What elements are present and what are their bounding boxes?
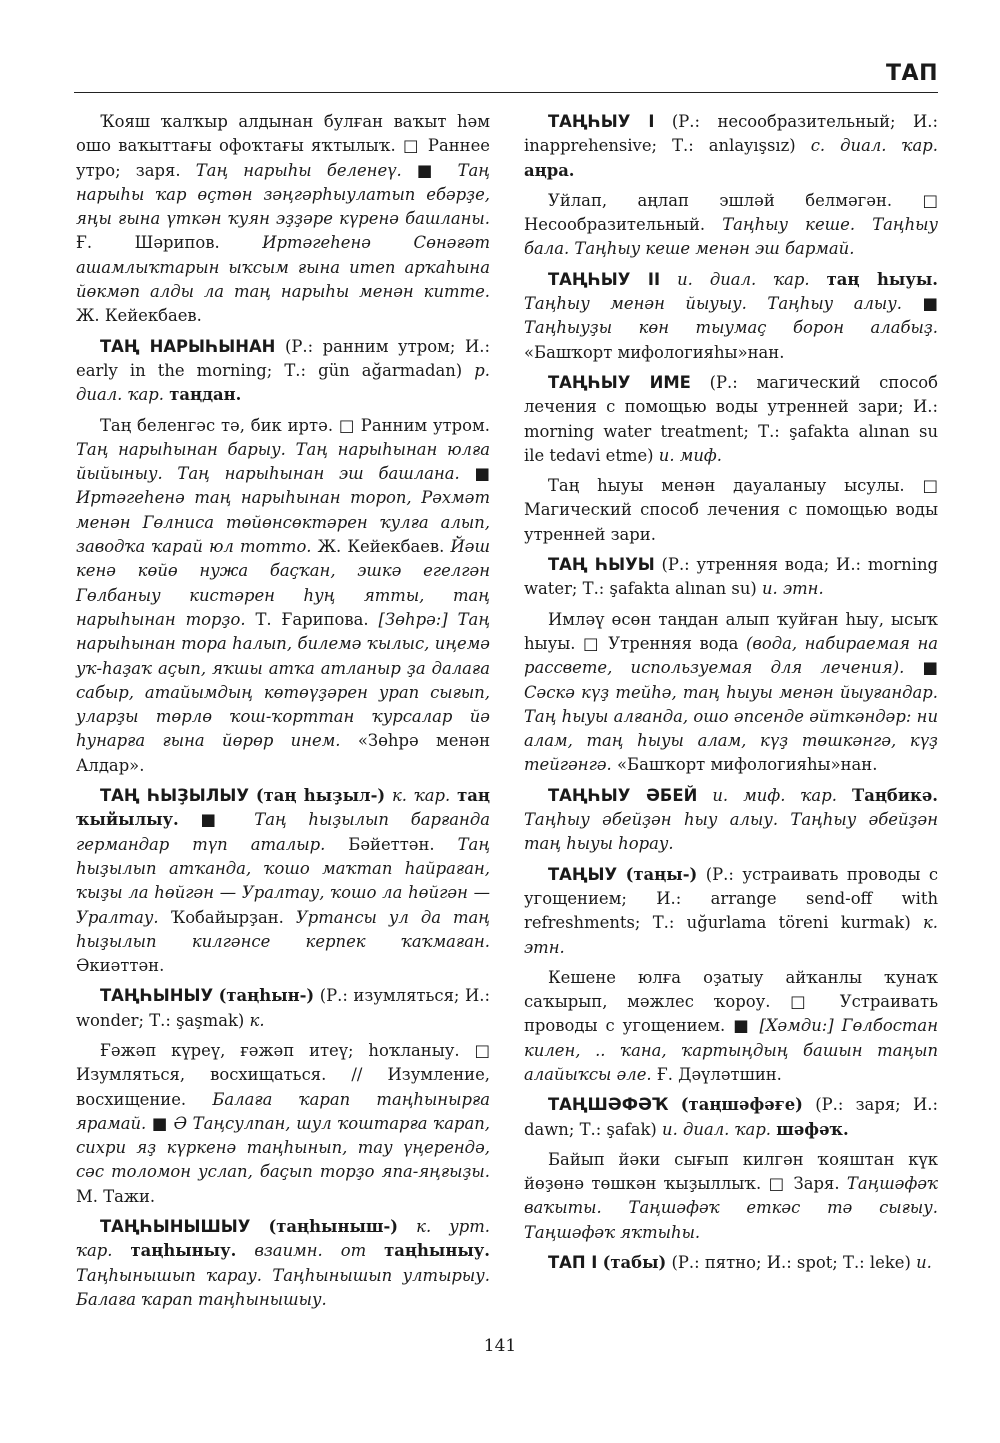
italic-text: к. bbox=[249, 1010, 265, 1030]
bold-reference: (таңһыныш-) bbox=[268, 1217, 399, 1237]
body-text bbox=[810, 270, 827, 289]
body-text: ■ bbox=[178, 810, 255, 830]
body-text: Байып йәки сығып килгән ҡояштан күк йөҙөнә төшкән ҡыҙыллыҡ. □ Заря. bbox=[524, 1149, 938, 1194]
italic-text: и. миф. ҡар. bbox=[712, 785, 837, 805]
italic-text: Таңһынышып ҡарау. Таңһынышып ултырыу. Балаға ҡарап таңһынышыу. bbox=[76, 1265, 490, 1309]
italic-text: (вода, набираемая на рассвете, используемая для лечения). bbox=[524, 633, 939, 678]
body-text: (Р.: устраивать проводы с угощением; И.: arrange send-off with refreshments; Т.: uğurlama töreni kurmak) bbox=[524, 864, 939, 933]
entry-headword: ТАҢҺЫУ II bbox=[548, 269, 661, 289]
italic-text: Иртәгеһенә таң нарыһынан тороп, Рәхмәт менән Гөлниса төйөнсөктәрен ҡулға алып, заводҡа ҡарай юл тотто. bbox=[76, 488, 490, 557]
body-text: Имләү өсөн таңдан алып ҡуйған һыу, ысыҡ һыуы. □ Утренняя вода bbox=[524, 609, 938, 653]
italic-text: и. диал. ҡар. bbox=[677, 269, 810, 289]
running-header bbox=[74, 52, 938, 93]
italic-text: Таңшәфәҡ ваҡыты. Таңшәфәҡ еткәс тә сығыу. Таңшәфәҡ яҡтыһы. bbox=[524, 1174, 938, 1242]
italic-text: Таңһыу менән йыуыу. Таңһыу алыу. bbox=[524, 294, 902, 314]
dictionary-paragraph bbox=[524, 553, 938, 602]
bold-reference: (таңы-) bbox=[625, 864, 698, 884]
italic-text: Таңһыу әбейҙән һыу алыу. Таңһыу әбейҙән таң һыуы һорау. bbox=[524, 810, 938, 854]
italic-text: Таңһыу кеше. Таңһыу бала. Таңһыу кеше менән эш бармай. bbox=[524, 215, 939, 259]
body-text: Ж. Кейекбаев. bbox=[311, 537, 451, 557]
dictionary-paragraph bbox=[524, 863, 938, 960]
dictionary-paragraph bbox=[524, 474, 938, 547]
dictionary-paragraph bbox=[76, 984, 490, 1033]
body-text: (Р.: пятно; И.: spot; Т.: leke) bbox=[666, 1253, 917, 1273]
body-text: «Зөһрә менән Алдар». bbox=[76, 731, 491, 775]
right-column bbox=[524, 110, 938, 1281]
body-text: Ж. Кейекбаев. bbox=[76, 306, 202, 326]
entry-headword: ТАҢҺЫУ ӘБЕЙ bbox=[548, 785, 698, 805]
body-text: Ғ. Шәрипов. bbox=[76, 233, 263, 253]
body-text bbox=[697, 786, 712, 805]
body-text: (Р.: заря; И.: dawn; Т.: şafak) bbox=[524, 1095, 938, 1139]
bold-reference: таң һыуы. bbox=[826, 269, 938, 289]
body-text: Кешене юлға оҙатыу айҡанлы ҡунаҡ саҡырып, мәжлес ҡороу. □ Устраивать проводы с угощением. ■ bbox=[524, 967, 938, 1036]
italic-text: взаимн. от bbox=[254, 1241, 367, 1261]
dictionary-paragraph bbox=[76, 784, 490, 978]
italic-text: Таң нарыһы беленеү. bbox=[195, 160, 402, 180]
italic-text: Балаға ҡарап таңһынырға ярамай. bbox=[76, 1089, 490, 1133]
italic-text: к. этн. bbox=[524, 913, 938, 957]
italic-text: Уртансы ул да таң һыҙылып килгәнсе керпек ҡаҡмаған. bbox=[76, 907, 490, 951]
dictionary-paragraph bbox=[524, 1148, 938, 1245]
dictionary-paragraph bbox=[76, 414, 490, 778]
body-text bbox=[660, 270, 677, 289]
body-text: «Башҡорт мифологияһы»нан. bbox=[611, 755, 878, 775]
body-text bbox=[669, 1095, 681, 1114]
bold-reference: таңһыныу. bbox=[130, 1241, 237, 1261]
dictionary-paragraph bbox=[76, 1039, 490, 1209]
italic-text: с. диал. ҡар. bbox=[810, 136, 938, 156]
body-text: (Р.: утренняя вода; И.: morning water; Т.: şafakta alınan su) bbox=[524, 555, 938, 599]
entry-headword: ТАҢҺЫНЫУ bbox=[100, 986, 214, 1006]
entry-headword: ТАҢ ҺЫҘЫЛЫУ bbox=[100, 786, 249, 806]
entry-headword: ТАҢ ҺЫУЫ bbox=[548, 555, 655, 575]
italic-text: Таңһыуҙы көн тыумаҫ борон алабыҙ. bbox=[524, 318, 938, 338]
body-text: Ҡояш ҡалҡыр алдынан булған ваҡыт һәм ошо ваҡыттағы офоҡтағы яҡтылыҡ. □ Раннее утро; заря. bbox=[76, 112, 490, 180]
body-text: Т. Ғарипова. bbox=[245, 609, 379, 629]
bold-reference: (таңшәфәғе) bbox=[680, 1095, 803, 1115]
body-text bbox=[249, 786, 256, 805]
dictionary-paragraph bbox=[76, 335, 490, 408]
body-text bbox=[385, 786, 392, 805]
body-text bbox=[250, 1217, 268, 1236]
body-text bbox=[617, 865, 625, 884]
italic-text: Таң һыҙылып атҡанда, ҡошо маҡтап һайраған, ҡыҙы ла һөйгән — Уралтау, ҡошо ла һөйгән — Уралтау. bbox=[76, 834, 490, 927]
dictionary-paragraph bbox=[524, 371, 938, 468]
italic-text: и. bbox=[916, 1253, 932, 1273]
body-text: «Башҡорт мифологияһы»нан. bbox=[524, 342, 785, 362]
body-text: (Р.: изумляться; И.: wonder; Т.: şaşmak) bbox=[76, 986, 490, 1030]
body-text: Ғәжәп күреү, ғәжәп итеү; һоҡланыу. □ Изумляться, восхищаться. // Изумление, восхищение. bbox=[76, 1040, 490, 1109]
body-text bbox=[236, 1241, 254, 1260]
italic-text: Ә Таңсулпан, шул ҡоштарға ҡарап, сихри яҙ күркенә таңһынып, тау үңерендә, сәс толомон услап, баҫып торҙо япа-яңғыҙы. bbox=[76, 1113, 490, 1182]
italic-text: [Хәмди:] Гөлбостан килен, .. ҡана, ҡартыңдың башын таңып алайыҡсы әле. bbox=[524, 1016, 938, 1084]
entry-headword: ТАҢҺЫУ ИМЕ bbox=[548, 372, 691, 392]
entry-headword: ТАҢ НАРЫҺЫНАН bbox=[100, 336, 276, 356]
body-text: Әкиәттән. bbox=[76, 956, 165, 976]
body-text bbox=[112, 1241, 130, 1260]
dictionary-paragraph bbox=[524, 1093, 938, 1142]
italic-text: Таң нарыһы ҡар өҫтөн зәңгәрһыулатып ебәрҙе, яңы ғына үткән ҡуян эҙҙәре күренә башланы. bbox=[76, 160, 490, 229]
dictionary-paragraph bbox=[524, 784, 938, 857]
italic-text: к. урт. ҡар. bbox=[76, 1217, 491, 1261]
body-text: Уйлап, аңлап эшләй белмәгән. □ Несообразительный. bbox=[524, 190, 938, 235]
entry-headword: ТАҢШӘФӘҠ bbox=[548, 1095, 669, 1115]
dictionary-paragraph bbox=[524, 608, 938, 778]
dictionary-paragraph bbox=[524, 268, 938, 365]
dictionary-paragraph bbox=[524, 189, 938, 262]
italic-text: к. ҡар. bbox=[391, 786, 451, 806]
italic-text: Сәскә күҙ тейһә, таң һыуы менән йыуғандар. Таң һыуы алғанда, ошо әпсенде әйткәндәр: ни алам, таң һыуы алам, күҙ төшкәнгә, күҙ тейгәнгә. bbox=[524, 682, 938, 775]
body-text: (Р.: ранним утром; И.: early in the morning; Т.: gün ağarmadan) bbox=[76, 336, 490, 380]
left-column bbox=[76, 110, 490, 1318]
bold-reference: шәфәҡ. bbox=[776, 1119, 849, 1139]
bold-reference: Таңбикә. bbox=[852, 785, 938, 805]
entry-headword: ТАП I bbox=[548, 1253, 598, 1273]
italic-text: Иртәгеһенә Сөнәғәт ашамлыҡтарын ыҡсым ғына итеп арҡаһына йөкмәп алды ла таң нарыһы менән китте. bbox=[76, 233, 490, 302]
dictionary-paragraph bbox=[76, 110, 490, 329]
italic-text: и. миф. bbox=[658, 445, 722, 465]
body-text: Бәйеттән. bbox=[325, 834, 458, 854]
italic-text: Йәш кенә көйө нужа баҫҡан, эшкә егелгән Гөлбаныу кистәрен һуң ятты, таң нарыһынан торҙо. bbox=[76, 537, 490, 629]
body-text: Ҡобайырҙан. bbox=[158, 907, 296, 927]
bold-reference: таңһыныу. bbox=[384, 1241, 490, 1261]
body-text: Ғ. Дәүләтшин. bbox=[651, 1064, 782, 1084]
dictionary-paragraph bbox=[524, 966, 938, 1087]
italic-text: и. этн. bbox=[761, 579, 824, 599]
body-text: ■ bbox=[901, 294, 938, 314]
entry-headword: ТАҢҺЫУ I bbox=[548, 112, 655, 131]
body-text: М. Тажи. bbox=[76, 1186, 156, 1206]
dictionary-paragraph bbox=[524, 110, 938, 183]
italic-text: [Зөһрә:] Таң нарыһынан тора һалып, билемә ҡылыс, иңемә уҡ-һаҙаҡ аҫып, яҡшы атҡа атланыр ҙа далаға сабыр, атайымдың көтөүҙәрен урап сығып, уларҙы төрлө ҡош-ҡорттан ҡурсалар йә һунарға ғына йөрөр инем. bbox=[76, 609, 491, 751]
italic-text: Таң һыҙылып барғанда германдар түп аталыр. bbox=[76, 810, 490, 854]
header-word: ТАП bbox=[886, 61, 938, 86]
body-text: ■ bbox=[459, 464, 490, 484]
entry-headword: ТАҢЫУ bbox=[548, 864, 618, 884]
body-text: ■ bbox=[146, 1113, 174, 1133]
body-text: Таң һыуы менән дауаланыу ысулы. □ Магический способ лечения с помощью воды утренней зари. bbox=[524, 476, 938, 544]
bold-reference: (таңһын-) bbox=[218, 986, 315, 1006]
page-number: 141 bbox=[483, 1336, 517, 1356]
body-text: (Р.: несообразительный; И.: inapprehensive; Т.: anlayışsız) bbox=[524, 112, 938, 156]
italic-text: Таң нарыһынан барыу. Таң нарыһынан юлға йыйыныу. Таң нарыһынан эш башлана. bbox=[76, 439, 490, 484]
italic-text: р. диал. ҡар. bbox=[76, 360, 490, 405]
body-text bbox=[398, 1217, 416, 1236]
body-text: ■ bbox=[904, 658, 938, 678]
bold-reference: таңдан. bbox=[169, 385, 242, 405]
bold-reference: (таң һыҙыл-) bbox=[255, 786, 386, 806]
body-text: (Р.: магический способ лечения с помощью воды утренней зари; И.: morning water treatment; Т.: şafakta alınan su ile tedavi etme) bbox=[524, 372, 938, 465]
dictionary-paragraph bbox=[76, 1215, 490, 1312]
body-text bbox=[366, 1241, 384, 1260]
bold-reference: таң ҡыйылыу. bbox=[76, 786, 490, 830]
body-text: ■ bbox=[401, 160, 458, 180]
bold-reference: (табы) bbox=[602, 1253, 667, 1273]
entry-headword: ТАҢҺЫНЫШЫУ bbox=[100, 1217, 251, 1237]
body-text: Таң беленгәс тә, бик иртә. □ Ранним утром. bbox=[100, 415, 490, 435]
body-text bbox=[837, 786, 852, 805]
dictionary-paragraph bbox=[524, 1251, 938, 1275]
bold-reference: аңра. bbox=[524, 160, 575, 180]
italic-text: и. диал. ҡар. bbox=[662, 1119, 772, 1139]
